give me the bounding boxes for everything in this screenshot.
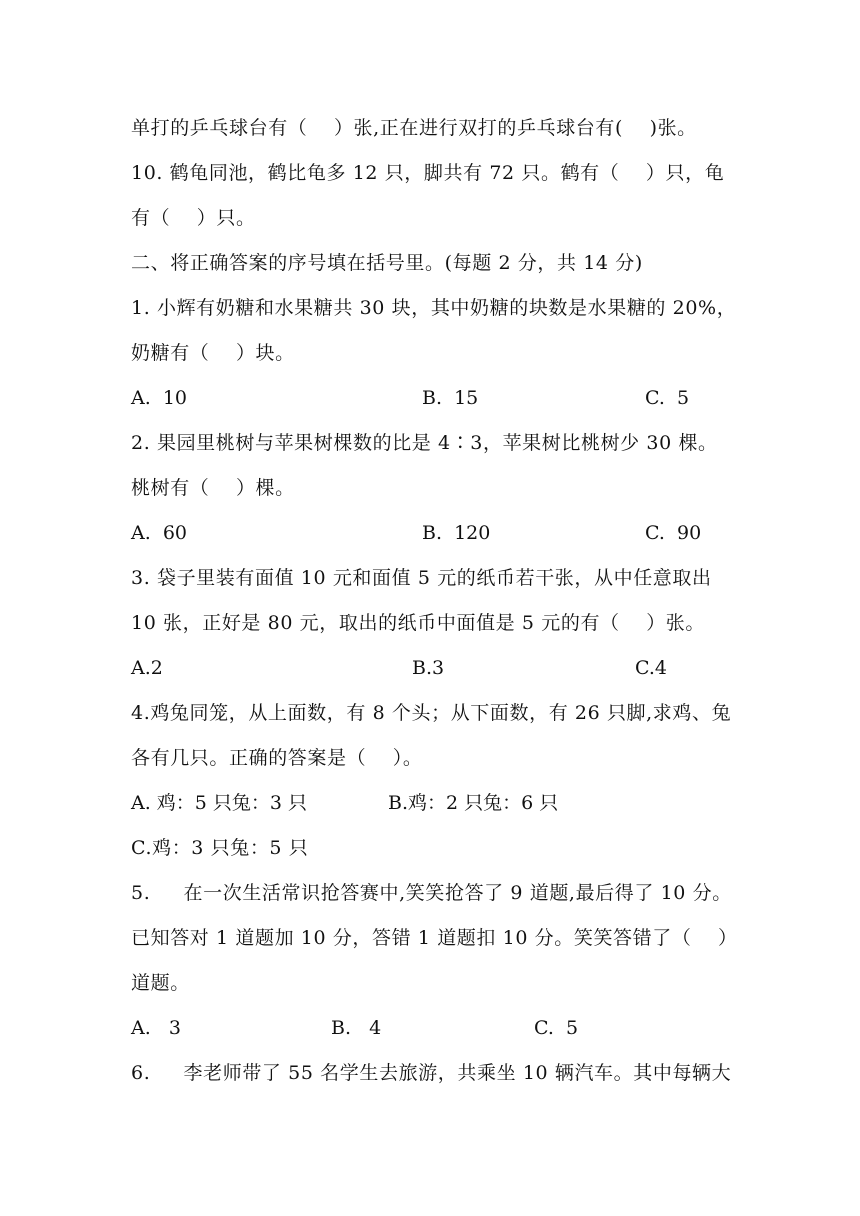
q3-option-a: A.2: [131, 657, 163, 679]
q4-option-b: B.鸡：2 只兔：6 只: [388, 792, 559, 814]
question-5-line-3: 道题。: [131, 972, 190, 994]
question-3-line-1: 3. 袋子里装有面值 10 元和面值 5 元的纸币若干张，从中任意取出: [131, 567, 712, 589]
question-3-line-2: 10 张，正好是 80 元，取出的纸币中面值是 5 元的有（ ）张。: [131, 612, 705, 634]
q5-option-b: B. 4: [331, 1017, 382, 1039]
q5-option-c: C. 5: [534, 1017, 579, 1039]
question-2-line-1: 2. 果园里桃树与苹果树棵数的比是 4∶3，苹果树比桃树少 30 棵。: [131, 432, 718, 454]
q2-option-b: B. 120: [422, 522, 491, 544]
text-line-1: 单打的乒乓球台有（ ）张,正在进行双打的乒乓球台有( )张。: [131, 117, 697, 139]
question-2-line-2: 桃树有（ ）棵。: [131, 477, 295, 499]
q1-option-c: C. 5: [645, 387, 690, 409]
q3-option-b: B.3: [412, 657, 445, 679]
question-10-line-1: 10. 鹤龟同池，鹤比龟多 12 只，脚共有 72 只。鹤有（ ）只，龟: [131, 162, 725, 184]
q1-option-a: A. 10: [131, 387, 188, 409]
q2-option-a: A. 60: [131, 522, 188, 544]
q2-option-c: C. 90: [645, 522, 702, 544]
question-1-line-2: 奶糖有（ ）块。: [131, 342, 295, 364]
question-6-line-1: 6. 李老师带了 55 名学生去旅游，共乘坐 10 辆汽车。其中每辆大: [131, 1062, 732, 1084]
q5-option-a: A. 3: [131, 1017, 181, 1039]
question-4-line-1: 4.鸡兔同笼，从上面数，有 8 个头；从下面数，有 26 只脚,求鸡、兔: [131, 702, 732, 724]
question-5-line-2: 已知答对 1 道题加 10 分，答错 1 道题扣 10 分。笑笑答错了（ ）: [131, 927, 738, 949]
question-10-line-2: 有（ ）只。: [131, 207, 256, 229]
q4-option-a: A. 鸡：5 只兔：3 只: [131, 792, 308, 814]
question-5-line-1: 5. 在一次生活常识抢答赛中,笑笑抢答了 9 道题,最后得了 10 分。: [131, 882, 732, 904]
q1-option-b: B. 15: [422, 387, 479, 409]
q4-option-c: C.鸡：3 只兔：5 只: [131, 837, 309, 859]
section-heading: 二、将正确答案的序号填在括号里。(每题 2 分，共 14 分): [131, 252, 643, 274]
q3-option-c: C.4: [635, 657, 667, 679]
question-1-line-1: 1. 小辉有奶糖和水果糖共 30 块，其中奶糖的块数是水果糖的 20%，: [131, 297, 737, 319]
question-4-line-2: 各有几只。正确的答案是（ ）。: [131, 747, 423, 769]
